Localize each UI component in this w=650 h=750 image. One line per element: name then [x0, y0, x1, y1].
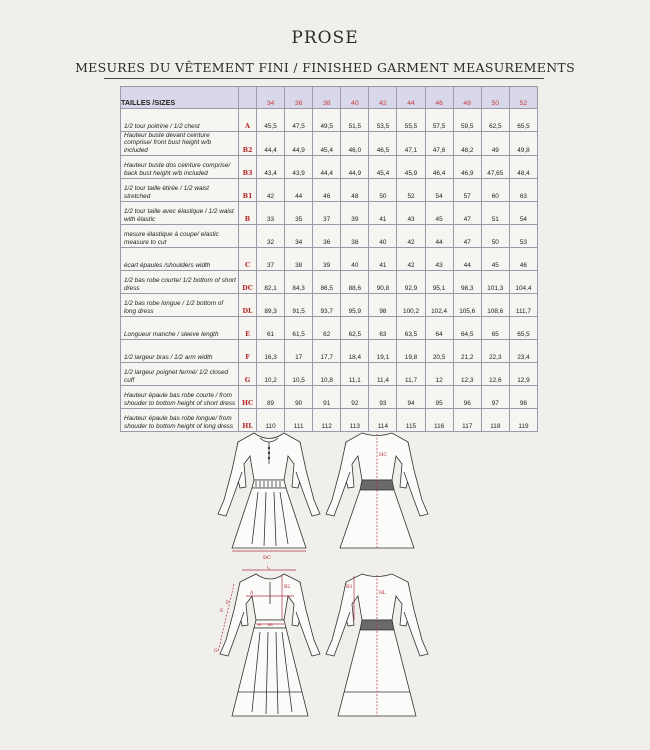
code-header-cell	[239, 87, 257, 109]
measure-label: 1/2 bas robe courte/ 1/2 bottom of short dress	[121, 271, 239, 294]
measure-label: Hauteur buste devant ceinture comprise/ front bust height w/b included	[121, 132, 239, 156]
measure-label: 1/2 tour poitrine / 1/2 chest	[121, 109, 239, 132]
measure-value: 111	[285, 409, 313, 432]
measure-value: 98	[509, 386, 537, 409]
measure-value: 86,5	[313, 271, 341, 294]
measure-value: 95	[425, 386, 453, 409]
measure-value: 45,4	[313, 132, 341, 156]
measure-value: 55,5	[397, 109, 425, 132]
table-row	[121, 294, 538, 317]
measure-value: 44	[425, 225, 453, 248]
measure-value: 95,1	[425, 271, 453, 294]
measure-value: 11,1	[341, 363, 369, 386]
measure-value: 40	[341, 248, 369, 271]
measure-value: 91	[313, 386, 341, 409]
measure-value: 10,8	[313, 363, 341, 386]
measure-value: 46	[509, 248, 537, 271]
measure-value: 41	[369, 248, 397, 271]
measure-value: 110	[257, 409, 285, 432]
measure-value: 50	[369, 179, 397, 202]
measure-value: 63	[369, 317, 397, 340]
measure-value: 47,65	[481, 156, 509, 179]
measure-value: 89	[257, 386, 285, 409]
measure-value: 49,5	[313, 109, 341, 132]
label-hc: HC	[379, 452, 388, 458]
measure-value: 47,5	[285, 109, 313, 132]
measure-value: 42	[397, 225, 425, 248]
measure-value: 119	[509, 409, 537, 432]
measure-value: 62	[313, 317, 341, 340]
label-b3: B3	[346, 585, 353, 590]
measure-label: Longueur manche / sleeve length	[121, 317, 239, 340]
size-header: 50	[481, 87, 509, 109]
measure-value: 39	[313, 248, 341, 271]
measure-value: 94	[397, 386, 425, 409]
measure-value: 114	[369, 409, 397, 432]
measure-value: 11,7	[397, 363, 425, 386]
measure-value: 65	[481, 317, 509, 340]
label-dc: DC	[263, 555, 271, 561]
measure-value: 23,4	[509, 340, 537, 363]
measure-value: 95,9	[341, 294, 369, 317]
label-c: C	[267, 566, 271, 571]
measure-code: B3	[239, 156, 257, 179]
measure-value: 64,5	[453, 317, 481, 340]
measure-value: 49	[481, 132, 509, 156]
size-header: 38	[313, 87, 341, 109]
table-row	[121, 225, 538, 248]
measure-value: 52	[397, 179, 425, 202]
measure-value: 44,4	[257, 132, 285, 156]
table-row	[121, 179, 538, 202]
measure-value: 10,5	[285, 363, 313, 386]
size-header: 52	[509, 87, 537, 109]
measure-value: 112	[313, 409, 341, 432]
size-header: 36	[285, 87, 313, 109]
measure-value: 115	[397, 409, 425, 432]
measure-value: 12,9	[509, 363, 537, 386]
measure-value: 44,9	[285, 132, 313, 156]
measure-label: 1/2 tour taille étirée / 1/2 waist stretched	[121, 179, 239, 202]
measure-value: 92	[341, 386, 369, 409]
measure-value: 101,3	[481, 271, 509, 294]
measurements-table	[120, 86, 538, 432]
measure-value: 17	[285, 340, 313, 363]
measure-value: 48,2	[453, 132, 481, 156]
measure-label: Hauteur buste dos ceinture comprise/ back bust height w/b included	[121, 156, 239, 179]
measure-code: DC	[239, 271, 257, 294]
measure-value: 116	[425, 409, 453, 432]
measure-value: 63	[509, 179, 537, 202]
label-a: A	[250, 591, 254, 596]
measure-value: 63,5	[397, 317, 425, 340]
measure-value: 17,7	[313, 340, 341, 363]
measure-value: 100,2	[397, 294, 425, 317]
measure-value: 37	[257, 248, 285, 271]
sizes-header-label: TAILLES /SIZES	[121, 87, 239, 109]
measure-label: Hauteur épaule bas robe longue/ from shouder to bottom height of long dress	[121, 409, 239, 432]
measure-value: 36	[313, 225, 341, 248]
measure-code: B2	[239, 132, 257, 156]
measure-value: 12,3	[453, 363, 481, 386]
table-row	[121, 363, 538, 386]
measure-value: 45	[481, 248, 509, 271]
measure-value: 46,9	[453, 156, 481, 179]
measure-value: 42	[257, 179, 285, 202]
measure-value: 18,4	[341, 340, 369, 363]
measure-value: 62,5	[481, 109, 509, 132]
measure-value: 102,4	[425, 294, 453, 317]
measure-value: 61	[257, 317, 285, 340]
measure-value: 44	[285, 179, 313, 202]
measure-value: 118	[481, 409, 509, 432]
measure-value: 43	[425, 248, 453, 271]
measure-code: F	[239, 340, 257, 363]
measure-value: 35	[285, 202, 313, 225]
measure-value: 46,0	[341, 132, 369, 156]
measure-value: 61,5	[285, 317, 313, 340]
measure-value: 46,5	[369, 132, 397, 156]
measure-value: 44,9	[341, 156, 369, 179]
measure-value: 96	[453, 386, 481, 409]
measure-value: 117	[453, 409, 481, 432]
measure-value: 113	[341, 409, 369, 432]
measure-value: 64	[425, 317, 453, 340]
measure-value: 93,7	[313, 294, 341, 317]
size-header: 48	[453, 87, 481, 109]
measure-value: 51,5	[341, 109, 369, 132]
label-hl: HL	[379, 591, 386, 596]
measure-value: 48,4	[509, 156, 537, 179]
table-row	[121, 386, 538, 409]
measure-value: 45,4	[369, 156, 397, 179]
measure-value: 98	[369, 294, 397, 317]
measure-value: 60	[481, 179, 509, 202]
measure-code	[239, 225, 257, 248]
measure-value: 10,2	[257, 363, 285, 386]
table-row	[121, 156, 538, 179]
size-header: 44	[397, 87, 425, 109]
measure-value: 54	[509, 202, 537, 225]
size-header: 42	[369, 87, 397, 109]
measure-value: 84,3	[285, 271, 313, 294]
size-header: 34	[257, 87, 285, 109]
measure-value: 89,3	[257, 294, 285, 317]
measure-value: 43,4	[257, 156, 285, 179]
measure-value: 20,5	[425, 340, 453, 363]
measure-value: 53	[509, 225, 537, 248]
measure-value: 57	[453, 179, 481, 202]
measure-value: 33	[257, 202, 285, 225]
measure-value: 41	[369, 202, 397, 225]
measure-value: 42	[397, 248, 425, 271]
label-b: B	[258, 622, 261, 627]
label-f: F	[226, 601, 230, 606]
measure-label: mesure élastique à coupe/ elastic measure to cut	[121, 225, 239, 248]
measure-value: 90	[285, 386, 313, 409]
measure-value: 38	[285, 248, 313, 271]
measure-value: 11,4	[369, 363, 397, 386]
measure-value: 47	[453, 225, 481, 248]
measure-value: 45,9	[397, 156, 425, 179]
measure-value: 37	[313, 202, 341, 225]
measure-value: 97	[481, 386, 509, 409]
measure-value: 16,3	[257, 340, 285, 363]
measure-value: 65,5	[509, 109, 537, 132]
measure-label: 1/2 tour taille avec élastique / 1/2 waist with élastic	[121, 202, 239, 225]
measure-value: 54	[425, 179, 453, 202]
measure-value: 12,6	[481, 363, 509, 386]
page-title: PROSE	[291, 28, 359, 48]
size-header: 46	[425, 87, 453, 109]
measure-label: 1/2 largeur bras / 1/2 arm width	[121, 340, 239, 363]
label-e: E	[220, 609, 224, 614]
measure-label: 1/2 bas robe longue / 1/2 bottom of long dress	[121, 294, 239, 317]
page-subtitle: MESURES DU VÊTEMENT FINI / FINISHED GARMENT MEASUREMENTS	[75, 60, 575, 75]
table-row	[121, 109, 538, 132]
measure-value: 19,8	[397, 340, 425, 363]
measure-value: 45,5	[257, 109, 285, 132]
measure-value: 45	[425, 202, 453, 225]
measure-code: G	[239, 363, 257, 386]
measure-code: HL	[239, 409, 257, 432]
measure-value: 92,9	[397, 271, 425, 294]
measure-code: A	[239, 109, 257, 132]
table-row	[121, 132, 538, 156]
measure-code: DL	[239, 294, 257, 317]
measure-value: 82,1	[257, 271, 285, 294]
measure-label: 1/2 largeur poignet fermé/ 1/2 closed cuff	[121, 363, 239, 386]
measure-value: 12	[425, 363, 453, 386]
long-dress-back-sketch	[322, 566, 432, 726]
measure-value: 22,3	[481, 340, 509, 363]
measure-value: 59,5	[453, 109, 481, 132]
measure-value: 38	[341, 225, 369, 248]
measure-value: 53,5	[369, 109, 397, 132]
measure-value: 47,1	[397, 132, 425, 156]
measure-value: 57,5	[425, 109, 453, 132]
measure-value: 105,6	[453, 294, 481, 317]
measure-value: 34	[285, 225, 313, 248]
measure-value: 32	[257, 225, 285, 248]
measure-value: 98,3	[453, 271, 481, 294]
measure-value: 108,6	[481, 294, 509, 317]
table-header-row	[121, 87, 538, 109]
subtitle-underline	[104, 78, 544, 79]
table-row	[121, 202, 538, 225]
table-row	[121, 409, 538, 432]
measure-code: C	[239, 248, 257, 271]
table-row	[121, 248, 538, 271]
measure-value: 50	[481, 225, 509, 248]
measure-value: 40	[369, 225, 397, 248]
measure-value: 19,1	[369, 340, 397, 363]
measure-value: 88,6	[341, 271, 369, 294]
measure-value: 65,5	[509, 317, 537, 340]
measure-value: 43,9	[285, 156, 313, 179]
table-row	[121, 317, 538, 340]
measure-code: B	[239, 202, 257, 225]
long-dress-front-sketch	[212, 566, 330, 730]
table-row	[121, 271, 538, 294]
measure-value: 21,2	[453, 340, 481, 363]
measure-value: 39	[341, 202, 369, 225]
measure-value: 104,4	[509, 271, 537, 294]
measure-value: 44,4	[313, 156, 341, 179]
measure-value: 46	[313, 179, 341, 202]
short-dress-front-sketch	[212, 430, 327, 568]
measure-label: écart épaules /shoulders width	[121, 248, 239, 271]
label-b1: B1	[268, 622, 274, 627]
measure-value: 46,4	[425, 156, 453, 179]
measure-value: 62,5	[341, 317, 369, 340]
measure-code: E	[239, 317, 257, 340]
measure-value: 44	[453, 248, 481, 271]
size-header: 40	[341, 87, 369, 109]
measure-value: 47,6	[425, 132, 453, 156]
measure-value: 51	[481, 202, 509, 225]
measure-value: 91,5	[285, 294, 313, 317]
measure-value: 93	[369, 386, 397, 409]
measure-value: 47	[453, 202, 481, 225]
label-g: G	[214, 649, 218, 654]
measure-value: 111,7	[509, 294, 537, 317]
measure-value: 90,8	[369, 271, 397, 294]
measure-value: 49,8	[509, 132, 537, 156]
measure-value: 48	[341, 179, 369, 202]
label-b2: B2	[284, 585, 291, 590]
table-row	[121, 340, 538, 363]
measure-label: Hauteur épaule bas robe courte / from shouder to bottom height of short dress	[121, 386, 239, 409]
measure-code: B1	[239, 179, 257, 202]
measurements-table-body	[121, 109, 538, 432]
measure-value: 43	[397, 202, 425, 225]
measure-code: HC	[239, 386, 257, 409]
short-dress-back-sketch	[322, 430, 432, 558]
